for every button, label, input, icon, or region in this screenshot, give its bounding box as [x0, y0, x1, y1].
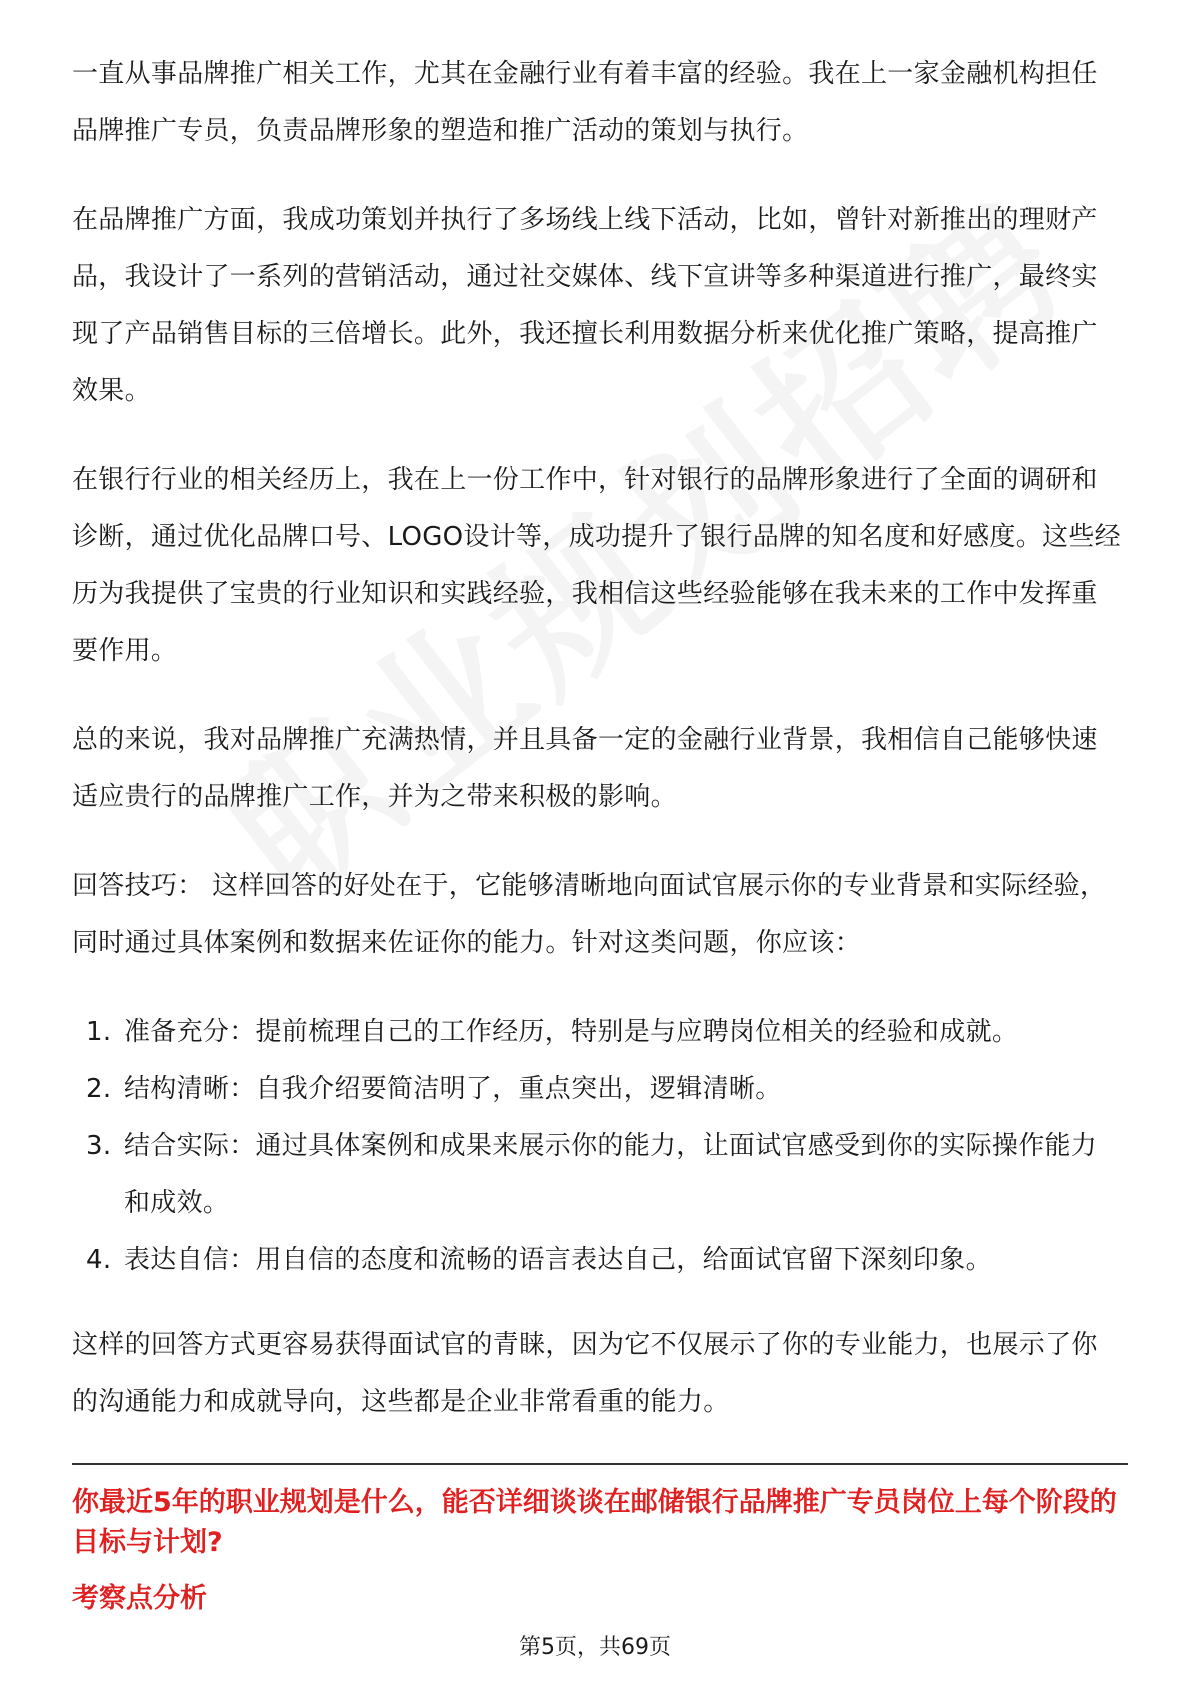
- list-text: 表达自信：用自信的态度和流畅的语言表达自己，给面试官留下深刻印象。: [124, 1245, 992, 1275]
- list-number: 2.: [86, 1074, 112, 1104]
- list-text: 结构清晰：自我介绍要简洁明了，重点突出，逻辑清晰。: [124, 1074, 782, 1104]
- interview-question: 你最近5年的职业规划是什么，能否详细谈谈在邮储银行品牌推广专员岗位上每个阶段的目标与计划?: [72, 1487, 1117, 1558]
- paragraph-1: 一直从事品牌推广相关工作，尤其在金融行业有着丰富的经验。我在上一家金融机构担任品牌推广专员，负责品牌形象的塑造和推广活动的策划与执行。: [72, 59, 1098, 146]
- answer-tips-intro: 回答技巧： 这样回答的好处在于，它能够清晰地向面试官展示你的专业背景和实际经验，同时通过具体案例和数据来佐证你的能力。针对这类问题，你应该：: [72, 871, 1107, 958]
- paragraph-3: 在银行行业的相关经历上，我在上一份工作中，针对银行的品牌形象进行了全面的调研和诊断，通过优化品牌口号、LOGO设计等，成功提升了银行品牌的知名度和好感度。这些经历为我提供了宝贵的行业知识和实践经验，我相信这些经验能够在我未来的工作中发挥重要作用。: [72, 465, 1121, 666]
- list-item: [72, 1232, 1122, 1289]
- list-item: [72, 1118, 1122, 1232]
- list-text: 结合实际：通过具体案例和成果来展示你的能力，让面试官感受到你的实际操作能力和成效。: [124, 1131, 1098, 1218]
- list-number: 3.: [86, 1131, 112, 1161]
- paragraph-2: 在品牌推广方面，我成功策划并执行了多场线上线下活动，比如，曾针对新推出的理财产品，我设计了一系列的营销活动，通过社交媒体、线下宣讲等多种渠道进行推广，最终实现了产品销售目标的三倍增长。此外，我还擅长利用数据分析来优化推广策略，提高推广效果。: [72, 205, 1098, 406]
- paragraph-4: 总的来说，我对品牌推广充满热情，并且具备一定的金融行业背景，我相信自己能够快速适应贵行的品牌推广工作，并为之带来积极的影响。: [72, 725, 1098, 812]
- page-number: 第5页，共69页: [519, 1635, 671, 1660]
- list-text: 准备充分：提前梳理自己的工作经历，特别是与应聘岗位相关的经验和成就。: [124, 1017, 1019, 1047]
- content: [72, 46, 1122, 1621]
- list-number: 4.: [86, 1245, 112, 1275]
- tips-list: [72, 1004, 1122, 1289]
- list-item: [72, 1061, 1122, 1118]
- closing-paragraph: 这样的回答方式更容易获得面试官的青睐，因为它不仅展示了你的专业能力，也展示了你的沟通能力和成就导向，这些都是企业非常看重的能力。: [72, 1330, 1098, 1417]
- section-divider: [72, 1463, 1128, 1465]
- list-number: 1.: [86, 1017, 112, 1047]
- analysis-heading: 考察点分析: [72, 1583, 207, 1614]
- list-item: [72, 1004, 1122, 1061]
